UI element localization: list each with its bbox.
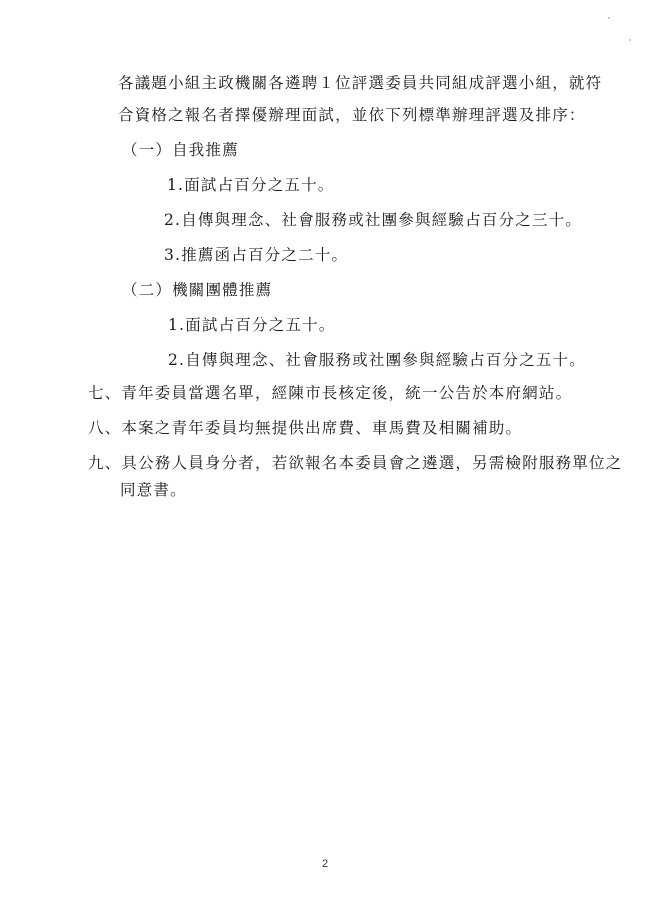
clause-nine-line-2: 同意書。: [120, 481, 187, 499]
page-number: 2: [321, 858, 329, 870]
self-item-1: 1.面試占百分之五十。: [167, 176, 335, 194]
intro-line-1: 各議題小組主政機關各遴聘１位評選委員共同組成評選小組，就符: [118, 74, 603, 92]
clause-eight: 八、本案之青年委員均無提供出席費、車馬費及相關補助。: [88, 419, 523, 437]
scan-speck: [608, 17, 610, 19]
org-recommendation-heading: （二）機關團體推薦: [122, 281, 273, 299]
intro-line-2: 合資格之報名者擇優辦理面試，並依下列標準辦理評選及排序：: [118, 106, 586, 124]
self-recommendation-heading: （一）自我推薦: [122, 141, 239, 159]
self-item-3: 3.推薦函占百分之二十。: [164, 246, 349, 264]
org-item-2: 2.自傳與理念、社會服務或社團參與經驗占百分之五十。: [168, 351, 586, 369]
clause-nine-line-1: 九、具公務人員身分者，若欲報名本委員會之遴選，另需檢附服務單位之: [88, 454, 623, 472]
scan-speck: [629, 39, 631, 41]
self-item-2: 2.自傳與理念、社會服務或社團參與經驗占百分之三十。: [164, 211, 582, 229]
clause-seven: 七、青年委員當選名單，經陳市長核定後，統一公告於本府網站。: [88, 384, 573, 402]
org-item-1: 1.面試占百分之五十。: [168, 316, 336, 334]
